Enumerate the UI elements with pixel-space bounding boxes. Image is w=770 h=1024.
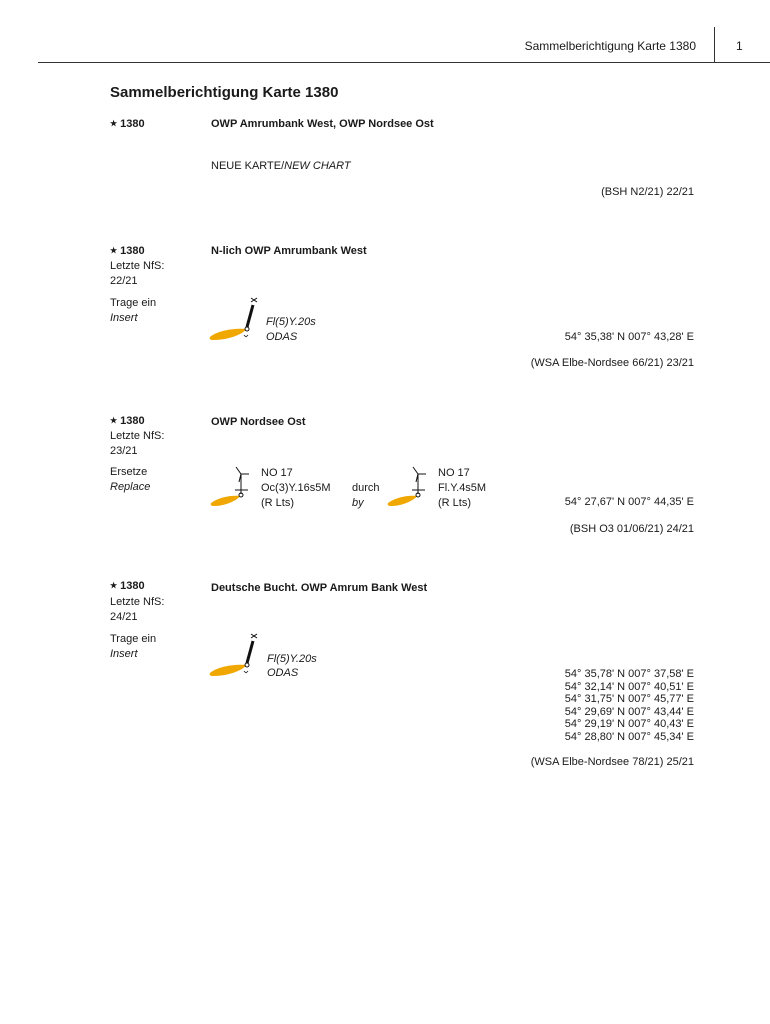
section-4-last-nfs-value: 24/21 — [110, 611, 138, 623]
section-3-old-light: Oc(3)Y.16s5M — [261, 482, 331, 494]
section-1-source: (BSH N2/21) 22/21 — [601, 186, 694, 198]
position-line: 54° 32,14' N 007° 40,51' E — [564, 680, 694, 693]
section-4-heading: Deutsche Bucht. OWP Amrum Bank West — [211, 582, 428, 594]
section-4-chart-number: ★ 1380 — [110, 580, 145, 592]
section-3-source: (BSH O3 01/06/21) 24/21 — [569, 523, 694, 535]
position-line: 54° 29,69' N 007° 43,44' E — [564, 705, 694, 718]
section-4-positions — [565, 668, 694, 744]
section-3-new-lts: (R Lts) — [438, 497, 471, 509]
section-4-source: (WSA Elbe-Nordsee 78/21) 25/21 — [530, 756, 694, 768]
section-4-action-en: Insert — [110, 648, 138, 660]
section-2-action: Trage ein — [110, 297, 157, 309]
position-line: 54° 31,75' N 007° 45,77' E — [564, 693, 694, 706]
section-3-last-nfs-label: Letzte NfS: — [110, 430, 165, 442]
section-3-old-lts: (R Lts) — [261, 497, 294, 509]
section-4-light-characteristic: Fl(5)Y.20s — [267, 653, 317, 665]
odas-buoy-light-icon — [208, 632, 268, 682]
section-3-connector-en: by — [352, 497, 364, 509]
star-icon: ★ — [110, 581, 118, 590]
section-1-heading: OWP Amrumbank West, OWP Nordsee Ost — [211, 118, 434, 130]
section-2-position: 54° 35,38' N 007° 43,28' E — [564, 331, 694, 343]
section-3-new-light: Fl.Y.4s5M — [438, 482, 487, 494]
section-3-old-name: NO 17 — [261, 467, 293, 479]
page-number: 1 — [736, 39, 743, 53]
section-4-action: Trage ein — [110, 633, 157, 645]
section-3-position: 54° 27,67' N 007° 44,35' E — [564, 496, 694, 508]
section-4-last-nfs-label: Letzte NfS: — [110, 596, 165, 608]
star-icon: ★ — [110, 416, 118, 425]
section-3-connector: durch — [352, 482, 380, 494]
section-3-heading: OWP Nordsee Ost — [211, 416, 306, 428]
section-3-last-nfs-value: 23/21 — [110, 445, 138, 457]
section-2-odas-label: ODAS — [266, 331, 298, 343]
running-header-title: Sammelberichtigung Karte 1380 — [524, 39, 696, 53]
star-icon: ★ — [110, 246, 118, 255]
section-2-light-characteristic: Fl(5)Y.20s — [266, 316, 316, 328]
section-1-chart-number: ★ 1380 — [110, 118, 145, 130]
section-3-chart-number: ★ 1380 — [110, 415, 145, 427]
position-line: 54° 28,80' N 007° 45,34' E — [564, 730, 694, 743]
section-2-source: (WSA Elbe-Nordsee 66/21) 23/21 — [530, 357, 694, 369]
section-3-action: Ersetze — [110, 466, 148, 478]
section-3-action-en: Replace — [110, 481, 151, 493]
section-2-last-nfs-label: Letzte NfS: — [110, 260, 165, 272]
section-4-odas-label: ODAS — [267, 667, 299, 679]
section-3-new-name: NO 17 — [438, 467, 470, 479]
star-icon: ★ — [110, 119, 118, 128]
section-1-new-chart: NEUE KARTE/NEW CHART — [211, 160, 351, 172]
document-title: Sammelberichtigung Karte 1380 — [110, 84, 339, 101]
odas-buoy-light-icon — [208, 296, 268, 346]
position-line: 54° 35,78' N 007° 37,58' E — [564, 668, 694, 680]
position-line: 54° 29,19' N 007° 40,43' E — [564, 718, 694, 731]
section-2-chart-number: ★ 1380 — [110, 245, 145, 257]
section-2-heading: N-lich OWP Amrumbank West — [211, 245, 367, 257]
header-rule — [38, 62, 770, 63]
header-separator — [714, 27, 715, 63]
wind-turbine-light-icon-new — [387, 464, 439, 510]
section-2-last-nfs-value: 22/21 — [110, 275, 138, 287]
wind-turbine-light-icon-old — [210, 464, 262, 510]
section-2-action-en: Insert — [110, 312, 138, 324]
